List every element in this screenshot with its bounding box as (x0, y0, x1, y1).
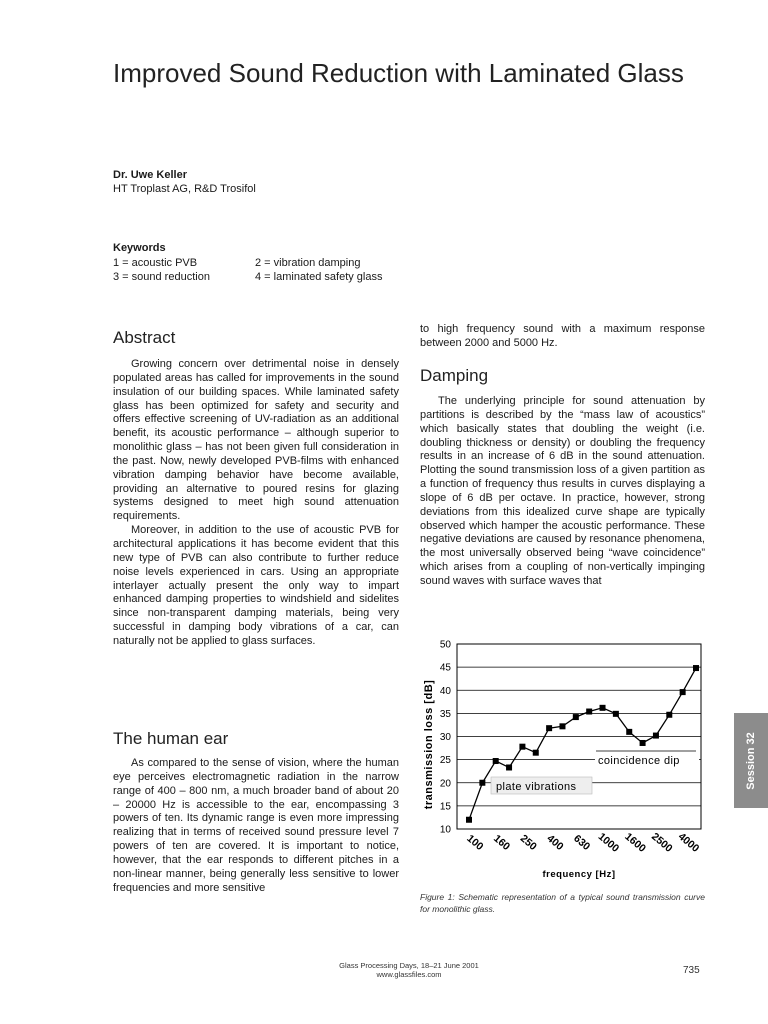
x-tick-label: 1600 (622, 830, 648, 855)
x-tick-label: 2500 (649, 830, 675, 855)
x-tick-label: 1000 (595, 830, 622, 855)
data-point (559, 723, 565, 729)
y-tick-label: 25 (439, 755, 451, 767)
page-title: Improved Sound Reduction with Laminated Glass (113, 58, 684, 88)
human-ear-body (113, 757, 399, 895)
transmission-loss-chart (412, 636, 712, 886)
footer-website: www.glassfiles.com (376, 970, 442, 979)
data-point (519, 744, 525, 750)
data-point (653, 733, 659, 739)
data-point (693, 665, 699, 671)
keyword-2: 2 = vibration damping (255, 257, 361, 269)
damping-body (420, 395, 705, 589)
x-tick-label: 4000 (675, 830, 702, 855)
series-line (469, 668, 696, 820)
abstract-body (113, 358, 399, 649)
data-point (666, 712, 672, 718)
data-point (600, 705, 606, 711)
data-point (533, 750, 539, 756)
y-tick-label: 35 (439, 708, 451, 720)
keyword-3: 3 = sound reduction (113, 271, 210, 283)
human-ear-paragraph-1: As compared to the sense of vision, where the human eye perceives electromagnetic radiation in the narrow range of 400 – 800 nm, a much broader band of about 20 – 20000 Hz is accessible to the ear, encompassing 3 powers of ten. Its dynamic range is even more impressing realizing that in terms of received sound pressure level 7 powers of ten are covered. It is important to notice, however, that the ear responds to different pitches in a non-linear manner, being generally less sensitive to lower frequencies and more sensitive (113, 757, 399, 894)
footer-conference: Glass Processing Days, 18–21 June 2001 (339, 961, 479, 970)
keyword-1: 1 = acoustic PVB (113, 257, 198, 269)
session-label: Session 32 (745, 731, 757, 790)
page-number: 735 (683, 965, 700, 976)
data-point (626, 729, 632, 735)
data-point (546, 725, 552, 731)
column2-intro: to high frequency sound with a maximum response between 2000 and 5000 Hz. (420, 323, 705, 349)
session-tab (734, 713, 768, 808)
data-point (573, 714, 579, 720)
author-name: Dr. Uwe Keller (113, 169, 187, 181)
damping-paragraph-1: The underlying principle for sound attenuation by partitions is described by the “mass law of acoustics” which basically states that doubling the weight (i.e. doubling thickness or density) or doubling the frequency results in an increase of 6 dB in the sound attenuation. Plotting the sound transmission loss of a given partition as a function of frequency thus results in curves displaying a slope of 6 dB per octave. In practice, however, strong deviations from this idealized curve shape are typically observed which hamper the acoustic performance. These negative deviations are caused by resonance phenomena, the most universally observed being “wave coincidence” which arises from a coupling of non-vertically impinging sound waves with surface waves that (420, 395, 705, 587)
y-tick-label: 40 (439, 685, 451, 697)
abstract-paragraph-2: Moreover, in addition to the use of acoustic PVB for architectural applications it has become evident that this new type of PVB can also contribute to further reduce noise levels experienced in cars. Using an appropriate interlayer actually present the only way to impart enhanced damping properties to windshield and sidelites since non-transparent damping materials, being very successful in damping body vibrations of a car, can naturally not be applied to glass surfaces. (113, 524, 399, 647)
keyword-4: 4 = laminated safety glass (255, 271, 383, 283)
x-tick-label: 160 (491, 832, 513, 853)
data-point (680, 689, 686, 695)
figure-caption: Figure 1: Schematic representation of a typical sound transmission curve for monolithic glass. (420, 892, 705, 914)
y-tick-label: 50 (439, 639, 451, 651)
x-tick-label: 250 (517, 832, 539, 853)
series-points (466, 665, 699, 823)
y-axis-label: transmission loss [dB] (423, 679, 435, 810)
data-point (493, 758, 499, 764)
y-tick-label: 20 (439, 778, 451, 790)
y-tick-labels (440, 640, 452, 836)
keywords-heading: Keywords (113, 242, 166, 254)
human-ear-heading: The human ear (113, 729, 229, 748)
author-affiliation: HT Troplast AG, R&D Trosifol (113, 183, 256, 195)
data-point (640, 740, 646, 746)
data-point (466, 817, 472, 823)
footer (284, 961, 534, 979)
y-tick-label: 45 (439, 662, 451, 674)
y-tick-label: 15 (439, 801, 451, 813)
y-tick-label: 30 (439, 732, 451, 743)
damping-heading: Damping (420, 366, 489, 385)
abstract-heading: Abstract (113, 328, 176, 347)
data-point (586, 709, 592, 715)
x-tick-label: 400 (544, 832, 566, 853)
data-point (613, 711, 619, 717)
data-point (479, 780, 485, 786)
annotation-plate-vibrations: plate vibrations (496, 781, 577, 793)
x-tick-label: 630 (571, 832, 593, 853)
annotation-coincidence-dip: coincidence dip (598, 755, 680, 767)
abstract-paragraph-1: Growing concern over detrimental noise in densely populated areas has called for improvements in the sound insulation of our building spaces. While laminated safety glass has been optimized for safety and security and offers effective screening of UV-radiation as an additional benefit, its acoustic performance – although superior to monolithic glass – has not been given full consideration in the past. Now, newly developed PVB-films with enhanced vibration damping behavior have become available, providing an alternative to poured resins for glazing systems designed to meet high sound attenuation requirements. (113, 358, 399, 523)
x-axis-label: frequency [Hz] (542, 869, 616, 880)
data-point (506, 764, 512, 770)
x-tick-label: 100 (464, 832, 486, 853)
x-tick-labels (464, 831, 701, 855)
y-tick-label: 10 (439, 824, 451, 836)
